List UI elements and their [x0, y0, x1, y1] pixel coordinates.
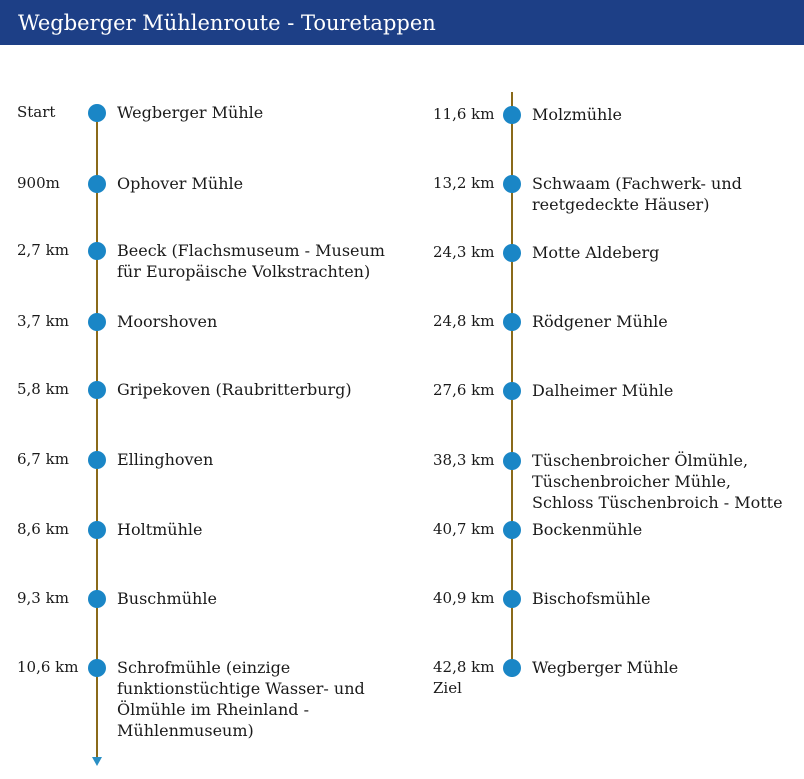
route-stop-label	[532, 380, 673, 401]
route-stop-dot	[503, 452, 521, 470]
route-stop-label-line: für Europäische Volkstrachten)	[117, 262, 371, 281]
route-stop-label-line: Bockenmühle	[532, 520, 643, 539]
route-stop-dot	[503, 106, 521, 124]
route-stop-label-line: Tüschenbroicher Mühle,	[532, 472, 731, 491]
route-stop-label	[532, 588, 650, 609]
route-stop-distance: 5,8 km	[17, 380, 69, 398]
route-stop-label-line: Ölmühle im Rheinland -	[117, 700, 309, 719]
route-stop-dot	[503, 590, 521, 608]
page-title: Wegberger Mühlenroute - Touretappen	[18, 11, 436, 35]
route-stop-distance: 24,8 km	[433, 312, 495, 330]
route-stop-extra: Ziel	[433, 679, 462, 697]
route-stop-label	[532, 104, 622, 125]
route-stop-label	[532, 311, 668, 332]
route-stop-label-line: Mühlenmuseum)	[117, 721, 254, 740]
route-stop-distance: 6,7 km	[17, 450, 69, 468]
route-stop-label-line: Schwaam (Fachwerk- und	[532, 174, 742, 193]
route-stop-label-line: Molzmühle	[532, 105, 622, 124]
route-stop-label-line: Wegberger Mühle	[532, 658, 679, 677]
route-stop-label	[532, 657, 678, 678]
route-stop-distance: 3,7 km	[17, 312, 69, 330]
route-stop-dot	[503, 521, 521, 539]
route-stop-label-line: Holtmühle	[117, 520, 203, 539]
route-stop-label-line: Schloss Tüschenbroich - Motte	[532, 493, 783, 512]
route-stop-distance: 900m	[17, 174, 60, 192]
route-stop-label	[532, 242, 659, 263]
route-stop-distance: 27,6 km	[433, 381, 495, 399]
route-stop-label-line: Dalheimer Mühle	[532, 381, 674, 400]
route-stop-label	[532, 519, 642, 540]
route-stop-dot	[503, 244, 521, 262]
route-stop-label-line: Buschmühle	[117, 589, 217, 608]
route-stop-label-line: Moorshoven	[117, 312, 218, 331]
route-stop-label-line: Beeck (Flachsmuseum - Museum	[117, 241, 385, 260]
route-stop-label-line: Schrofmühle (einzige	[117, 658, 291, 677]
route-stop-label	[532, 173, 742, 215]
route-stop-label-line: Wegberger Mühle	[117, 103, 264, 122]
route-stop-dot	[503, 659, 521, 677]
route-stop-dot	[503, 175, 521, 193]
route-stop-label-line: funktionstüchtige Wasser- und	[117, 679, 365, 698]
route-stop-label-line: Tüschenbroicher Ölmühle,	[532, 451, 749, 470]
route-stop-label-line: Rödgener Mühle	[532, 312, 668, 331]
route-stop-distance: 38,3 km	[433, 451, 495, 469]
route-stop-distance: 2,7 km	[17, 241, 69, 259]
route-stop-label-line: Motte Aldeberg	[532, 243, 660, 262]
route-stop-label-line: Ellinghoven	[117, 450, 214, 469]
route-stop-distance: 24,3 km	[433, 243, 495, 261]
route-stop-distance: 40,7 km	[433, 520, 495, 538]
route-stop-dot	[503, 382, 521, 400]
route-stop-distance: 42,8 km	[433, 658, 495, 676]
route-stop-label-line: Gripekoven (Raubritterburg)	[117, 380, 352, 399]
route-stop-label	[532, 450, 783, 513]
route-stop-label-line: Ophover Mühle	[117, 174, 244, 193]
route-stop-distance: 9,3 km	[17, 589, 69, 607]
route-stop-dot	[503, 313, 521, 331]
route-stop-distance: 40,9 km	[433, 589, 495, 607]
route-stop-distance: 8,6 km	[17, 520, 69, 538]
route-stop-distance: Start	[17, 103, 56, 121]
route-stop-label-line: reetgedeckte Häuser)	[532, 195, 710, 214]
route-stop-distance: 10,6 km	[17, 658, 79, 676]
route-stop-label-line: Bischofsmühle	[532, 589, 651, 608]
route-stop-distance: 13,2 km	[433, 174, 495, 192]
route-stop-distance: 11,6 km	[433, 105, 495, 123]
